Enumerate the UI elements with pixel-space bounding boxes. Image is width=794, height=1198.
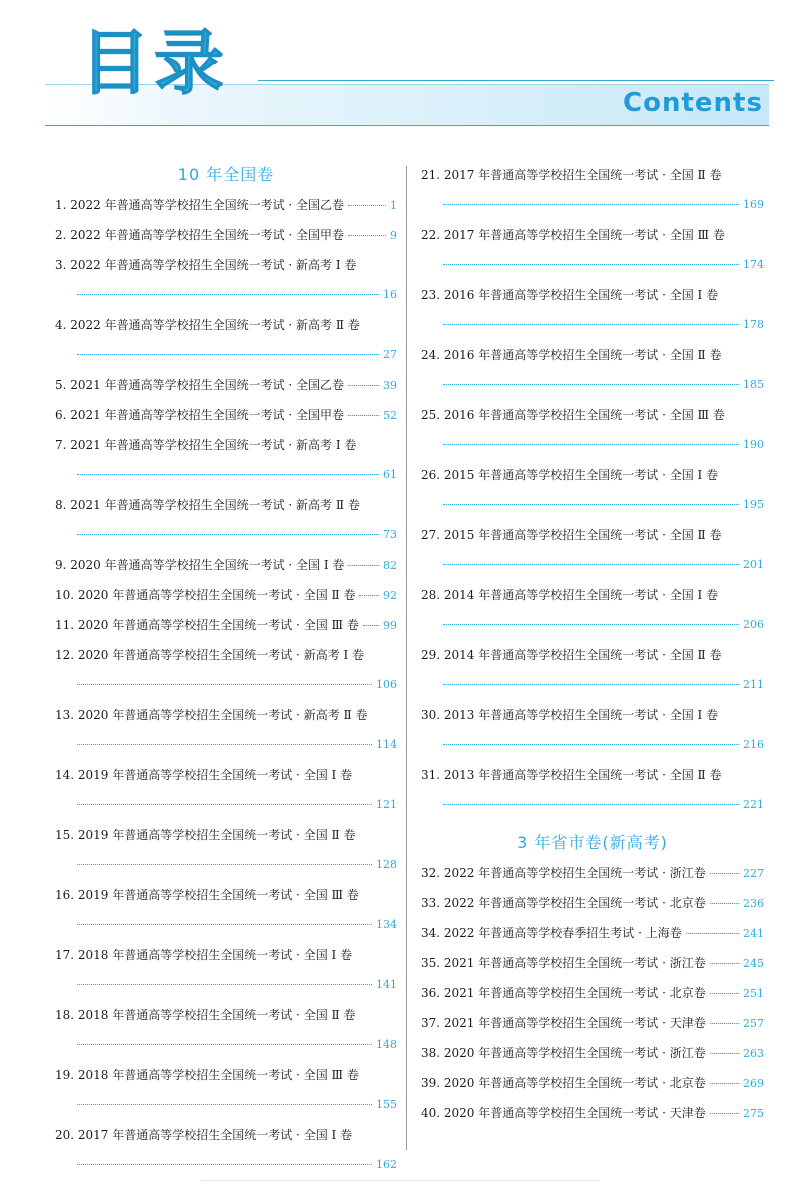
toc-entry-page: 201 bbox=[743, 558, 764, 571]
toc-entry-page: 121 bbox=[376, 798, 397, 811]
toc-entry[interactable] bbox=[55, 1060, 397, 1120]
toc-entry-page: 221 bbox=[743, 798, 764, 811]
dot-leader bbox=[710, 993, 739, 994]
toc-entry[interactable] bbox=[421, 280, 764, 340]
toc-entry-title: 33. 2022 年普通高等学校招生全国统一考试 · 北京卷 bbox=[421, 896, 706, 910]
dot-leader bbox=[443, 264, 739, 265]
toc-entry[interactable] bbox=[55, 1120, 397, 1180]
toc-list-left bbox=[55, 190, 397, 1180]
toc-entry-page: 52 bbox=[383, 409, 397, 422]
toc-entry[interactable] bbox=[55, 820, 397, 880]
toc-entry-title: 2. 2022 年普通高等学校招生全国统一考试 · 全国甲卷 bbox=[55, 228, 345, 242]
dot-leader bbox=[348, 415, 379, 416]
title-rule bbox=[258, 80, 774, 81]
dot-leader bbox=[443, 384, 739, 385]
toc-entry[interactable] bbox=[55, 250, 397, 310]
toc-entry-title: 29. 2014 年普通高等学校招生全国统一考试 · 全国 Ⅱ 卷 bbox=[421, 648, 722, 662]
toc-list-right bbox=[421, 160, 764, 820]
page-header bbox=[0, 0, 794, 140]
toc-entry-title: 13. 2020 年普通高等学校招生全国统一考试 · 新高考 Ⅱ 卷 bbox=[55, 708, 368, 722]
toc-entry[interactable] bbox=[55, 760, 397, 820]
dot-leader bbox=[443, 624, 739, 625]
dot-leader bbox=[77, 864, 372, 865]
toc-entry[interactable] bbox=[55, 940, 397, 1000]
toc-entry-page: 236 bbox=[743, 897, 764, 910]
toc-entry-page: 263 bbox=[743, 1047, 764, 1060]
toc-entry[interactable] bbox=[55, 490, 397, 550]
toc-entry-page: 269 bbox=[743, 1077, 764, 1090]
dot-leader bbox=[348, 205, 386, 206]
toc-entry-title: 17. 2018 年普通高等学校招生全国统一考试 · 全国 Ⅰ 卷 bbox=[55, 948, 353, 962]
toc-entry-title: 5. 2021 年普通高等学校招生全国统一考试 · 全国乙卷 bbox=[55, 378, 345, 392]
toc-entry-page: 148 bbox=[376, 1038, 397, 1051]
toc-entry-page: 99 bbox=[383, 619, 397, 632]
toc-entry[interactable] bbox=[55, 220, 397, 250]
dot-leader bbox=[77, 684, 372, 685]
toc-entry[interactable] bbox=[421, 460, 764, 520]
toc-entry-title: 22. 2017 年普通高等学校招生全国统一考试 · 全国 Ⅲ 卷 bbox=[421, 228, 725, 242]
dot-leader bbox=[443, 444, 739, 445]
toc-entry[interactable] bbox=[55, 370, 397, 400]
dot-leader bbox=[443, 564, 739, 565]
toc-entry-title: 39. 2020 年普通高等学校招生全国统一考试 · 北京卷 bbox=[421, 1076, 706, 1090]
toc-entry[interactable] bbox=[421, 1038, 764, 1068]
toc-entry-title: 35. 2021 年普通高等学校招生全国统一考试 · 浙江卷 bbox=[421, 956, 706, 970]
toc-entry-page: 128 bbox=[376, 858, 397, 871]
toc-entry-title: 23. 2016 年普通高等学校招生全国统一考试 · 全国 Ⅰ 卷 bbox=[421, 288, 719, 302]
toc-entry-page: 245 bbox=[743, 957, 764, 970]
toc-entry-title: 11. 2020 年普通高等学校招生全国统一考试 · 全国 Ⅲ 卷 bbox=[55, 618, 359, 632]
toc-entry[interactable] bbox=[55, 610, 397, 640]
toc-entry[interactable] bbox=[421, 760, 764, 820]
toc-entry[interactable] bbox=[421, 948, 764, 978]
toc-entry-page: 174 bbox=[743, 258, 764, 271]
toc-entry-page: 216 bbox=[743, 738, 764, 751]
dot-leader bbox=[77, 354, 379, 355]
toc-entry-title: 8. 2021 年普通高等学校招生全国统一考试 · 新高考 Ⅱ 卷 bbox=[55, 498, 360, 512]
toc-entry-title: 28. 2014 年普通高等学校招生全国统一考试 · 全国 Ⅰ 卷 bbox=[421, 588, 719, 602]
toc-entry-title: 21. 2017 年普通高等学校招生全国统一考试 · 全国 Ⅱ 卷 bbox=[421, 168, 722, 182]
dot-leader bbox=[77, 1044, 372, 1045]
dot-leader bbox=[363, 625, 379, 626]
dot-leader bbox=[443, 504, 739, 505]
toc-entry-title: 31. 2013 年普通高等学校招生全国统一考试 · 全国 Ⅱ 卷 bbox=[421, 768, 722, 782]
dot-leader bbox=[77, 474, 379, 475]
toc-entry-page: 16 bbox=[383, 288, 397, 301]
toc-entry[interactable] bbox=[421, 1068, 764, 1098]
dot-leader bbox=[77, 1164, 372, 1165]
toc-entry[interactable] bbox=[55, 700, 397, 760]
toc-entry-page: 155 bbox=[376, 1098, 397, 1111]
dot-leader bbox=[77, 804, 372, 805]
toc-entry-title: 1. 2022 年普通高等学校招生全国统一考试 · 全国乙卷 bbox=[55, 198, 345, 212]
dot-leader bbox=[77, 924, 372, 925]
dot-leader bbox=[77, 744, 372, 745]
dot-leader bbox=[348, 565, 379, 566]
toc-entry[interactable] bbox=[55, 880, 397, 940]
toc-entry-page: 241 bbox=[743, 927, 764, 940]
toc-entry-page: 227 bbox=[743, 867, 764, 880]
toc-entry[interactable] bbox=[55, 580, 397, 610]
toc-entry-page: 206 bbox=[743, 618, 764, 631]
dot-leader bbox=[710, 903, 739, 904]
toc-entry-page: 61 bbox=[383, 468, 397, 481]
toc-entry[interactable] bbox=[421, 580, 764, 640]
toc-entry-page: 27 bbox=[383, 348, 397, 361]
toc-entry[interactable] bbox=[55, 310, 397, 370]
toc-entry-page: 195 bbox=[743, 498, 764, 511]
dot-leader bbox=[443, 744, 739, 745]
dot-leader bbox=[443, 324, 739, 325]
toc-entry-title: 18. 2018 年普通高等学校招生全国统一考试 · 全国 Ⅱ 卷 bbox=[55, 1008, 356, 1022]
toc-entry-title: 20. 2017 年普通高等学校招生全国统一考试 · 全国 Ⅰ 卷 bbox=[55, 1128, 353, 1142]
toc-entry-page: 275 bbox=[743, 1107, 764, 1120]
toc-entry-page: 106 bbox=[376, 678, 397, 691]
toc-entry-page: 162 bbox=[376, 1158, 397, 1171]
toc-entry-page: 39 bbox=[383, 379, 397, 392]
dot-leader bbox=[77, 1104, 372, 1105]
dot-leader bbox=[348, 235, 386, 236]
dot-leader bbox=[443, 684, 739, 685]
toc-entry-title: 40. 2020 年普通高等学校招生全国统一考试 · 天津卷 bbox=[421, 1106, 706, 1120]
toc-entry-title: 14. 2019 年普通高等学校招生全国统一考试 · 全国 Ⅰ 卷 bbox=[55, 768, 353, 782]
dot-leader bbox=[348, 385, 379, 386]
dot-leader bbox=[710, 873, 739, 874]
toc-entry[interactable] bbox=[421, 918, 764, 948]
dot-leader bbox=[710, 963, 739, 964]
page-subtitle: Contents bbox=[623, 88, 763, 118]
toc-entry-title: 19. 2018 年普通高等学校招生全国统一考试 · 全国 Ⅲ 卷 bbox=[55, 1068, 359, 1082]
toc-entry-page: 190 bbox=[743, 438, 764, 451]
toc-entry-page: 114 bbox=[376, 738, 397, 751]
toc-entry-title: 9. 2020 年普通高等学校招生全国统一考试 · 全国 Ⅰ 卷 bbox=[55, 558, 345, 572]
toc-entry[interactable] bbox=[55, 430, 397, 490]
toc-entry-title: 15. 2019 年普通高等学校招生全国统一考试 · 全国 Ⅱ 卷 bbox=[55, 828, 356, 842]
toc-entry-title: 36. 2021 年普通高等学校招生全国统一考试 · 北京卷 bbox=[421, 986, 706, 1000]
toc-entry-page: 169 bbox=[743, 198, 764, 211]
toc-entry-page: 1 bbox=[390, 199, 397, 212]
toc-entry[interactable] bbox=[421, 1098, 764, 1128]
toc-entry-title: 24. 2016 年普通高等学校招生全国统一考试 · 全国 Ⅱ 卷 bbox=[421, 348, 722, 362]
toc-entry-title: 26. 2015 年普通高等学校招生全国统一考试 · 全国 Ⅰ 卷 bbox=[421, 468, 719, 482]
dot-leader bbox=[710, 1023, 739, 1024]
toc-entry[interactable] bbox=[421, 700, 764, 760]
dot-leader bbox=[77, 984, 372, 985]
toc-entry-page: 185 bbox=[743, 378, 764, 391]
left-column bbox=[55, 160, 397, 1180]
toc-entry-title: 32. 2022 年普通高等学校招生全国统一考试 · 浙江卷 bbox=[421, 866, 706, 880]
page-title: 目录 bbox=[80, 22, 228, 104]
toc-entry[interactable] bbox=[421, 978, 764, 1008]
toc-entry[interactable] bbox=[55, 400, 397, 430]
toc-entry[interactable] bbox=[421, 888, 764, 918]
dot-leader bbox=[359, 595, 379, 596]
toc-entry-title: 10. 2020 年普通高等学校招生全国统一考试 · 全国 Ⅱ 卷 bbox=[55, 588, 356, 602]
toc-entry-title: 16. 2019 年普通高等学校招生全国统一考试 · 全国 Ⅲ 卷 bbox=[55, 888, 359, 902]
toc-entry-title: 37. 2021 年普通高等学校招生全国统一考试 · 天津卷 bbox=[421, 1016, 706, 1030]
toc-entry-page: 134 bbox=[376, 918, 397, 931]
column-divider bbox=[406, 166, 407, 1150]
dot-leader bbox=[710, 1113, 739, 1114]
toc-entry-title: 7. 2021 年普通高等学校招生全国统一考试 · 新高考 Ⅰ 卷 bbox=[55, 438, 357, 452]
toc-entry-page: 178 bbox=[743, 318, 764, 331]
toc-entry[interactable] bbox=[421, 858, 764, 888]
dot-leader bbox=[443, 804, 739, 805]
toc-entry[interactable] bbox=[421, 520, 764, 580]
toc-entry-title: 30. 2013 年普通高等学校招生全国统一考试 · 全国 Ⅰ 卷 bbox=[421, 708, 719, 722]
section-title-provincial: 3 年省市卷(新高考) bbox=[517, 833, 668, 852]
toc-entry[interactable] bbox=[55, 550, 397, 580]
toc-entry-title: 6. 2021 年普通高等学校招生全国统一考试 · 全国甲卷 bbox=[55, 408, 345, 422]
toc-entry-page: 92 bbox=[383, 589, 397, 602]
toc-entry[interactable] bbox=[421, 640, 764, 700]
dot-leader bbox=[710, 1083, 739, 1084]
toc-entry[interactable] bbox=[55, 1000, 397, 1060]
dot-leader bbox=[443, 204, 739, 205]
footer-mark bbox=[200, 1180, 600, 1191]
toc-entry-page: 257 bbox=[743, 1017, 764, 1030]
toc-entry-title: 25. 2016 年普通高等学校招生全国统一考试 · 全国 Ⅲ 卷 bbox=[421, 408, 725, 422]
toc-entry[interactable] bbox=[421, 400, 764, 460]
toc-entry[interactable] bbox=[55, 640, 397, 700]
toc-entry-title: 12. 2020 年普通高等学校招生全国统一考试 · 新高考 Ⅰ 卷 bbox=[55, 648, 365, 662]
dot-leader bbox=[77, 294, 379, 295]
toc-entry-title: 38. 2020 年普通高等学校招生全国统一考试 · 浙江卷 bbox=[421, 1046, 706, 1060]
toc-entry[interactable] bbox=[421, 340, 764, 400]
toc-entry-title: 27. 2015 年普通高等学校招生全国统一考试 · 全国 Ⅱ 卷 bbox=[421, 528, 722, 542]
section-title-national: 10 年全国卷 bbox=[177, 165, 275, 184]
toc-entry-page: 9 bbox=[390, 229, 397, 242]
toc-entry-title: 3. 2022 年普通高等学校招生全国统一考试 · 新高考 Ⅰ 卷 bbox=[55, 258, 357, 272]
dot-leader bbox=[710, 1053, 739, 1054]
toc-entry[interactable] bbox=[421, 1008, 764, 1038]
toc-entry-page: 73 bbox=[383, 528, 397, 541]
dot-leader bbox=[686, 933, 739, 934]
toc-entry[interactable] bbox=[55, 190, 397, 220]
right-column bbox=[421, 160, 764, 1128]
toc-list-right-provincial bbox=[421, 858, 764, 1128]
toc-entry[interactable] bbox=[421, 160, 764, 220]
toc-entry[interactable] bbox=[421, 220, 764, 280]
toc-entry-page: 211 bbox=[743, 678, 764, 691]
toc-entry-title: 4. 2022 年普通高等学校招生全国统一考试 · 新高考 Ⅱ 卷 bbox=[55, 318, 360, 332]
toc-entry-title: 34. 2022 年普通高等学校春季招生考试 · 上海卷 bbox=[421, 926, 682, 940]
dot-leader bbox=[77, 534, 379, 535]
toc-entry-page: 251 bbox=[743, 987, 764, 1000]
toc-entry-page: 82 bbox=[383, 559, 397, 572]
toc-entry-page: 141 bbox=[376, 978, 397, 991]
